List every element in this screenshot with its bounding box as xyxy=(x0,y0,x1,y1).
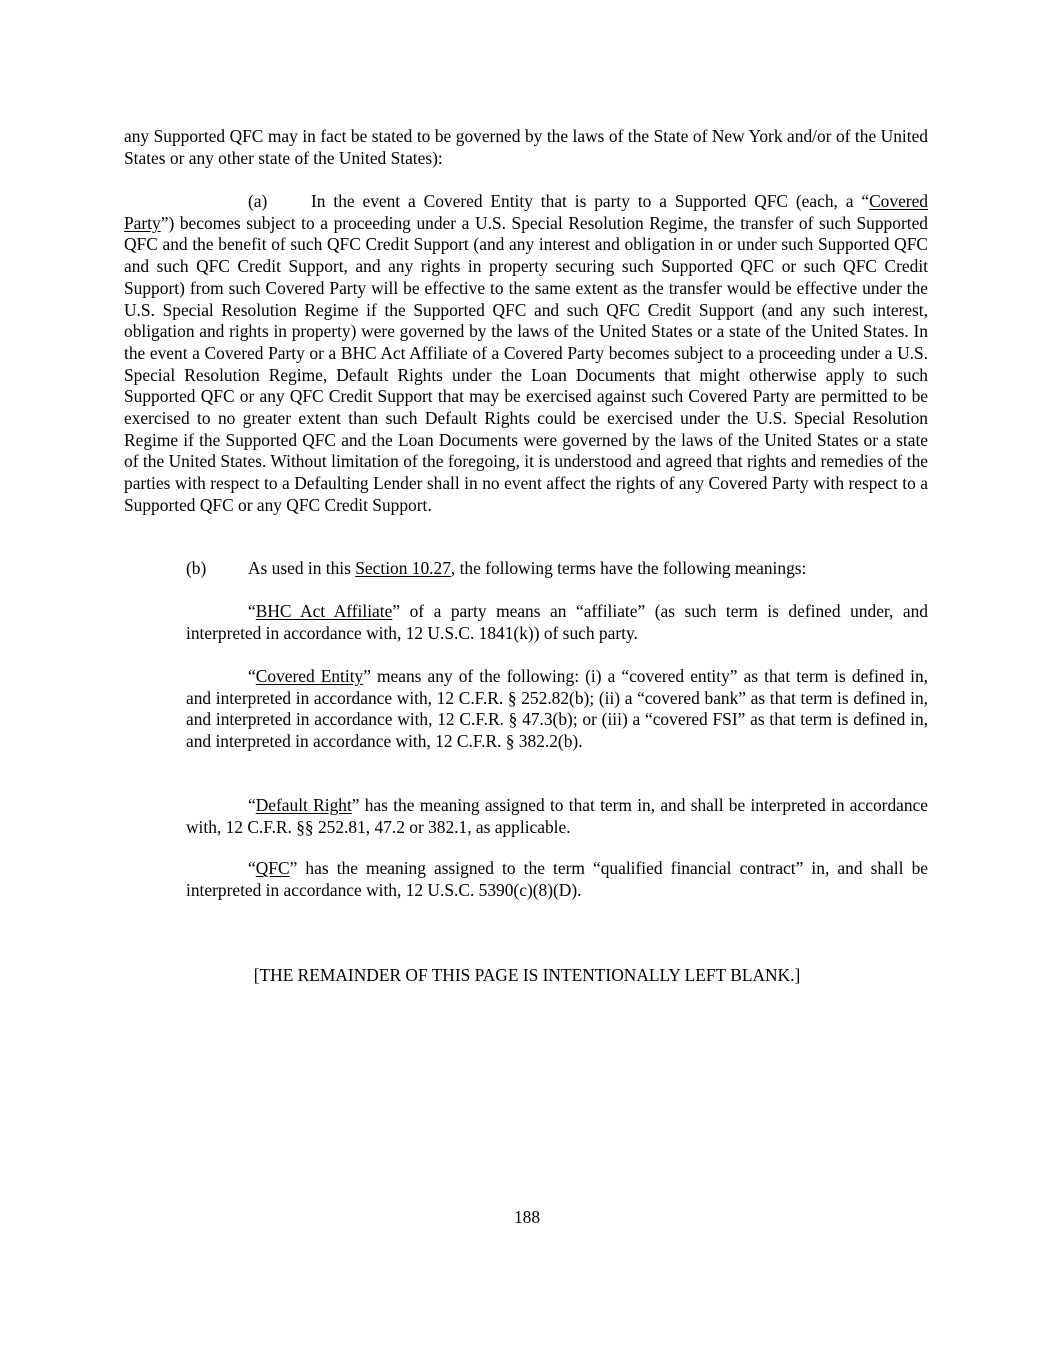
definition-open-quote: “ xyxy=(248,795,256,815)
paragraph-b-number: (b) xyxy=(186,558,207,578)
intro-paragraph: any Supported QFC may in fact be stated to be governed by the laws of the State of New York and/or of the United States or any other state of the United States): xyxy=(124,126,928,168)
paragraph-a-number: (a) xyxy=(248,191,268,211)
definition-term: QFC xyxy=(255,858,290,878)
definition-term: Covered Entity xyxy=(255,666,364,686)
definition-open-quote: “ xyxy=(248,666,256,686)
paragraph-b xyxy=(186,558,928,580)
definition-term: Default Right xyxy=(255,795,352,815)
paragraph-a xyxy=(124,191,928,517)
definition-qfc xyxy=(186,858,928,901)
page-number: 188 xyxy=(513,1207,541,1227)
paragraph-a-text-start: In the event a Covered Entity that is party to a Supported QFC (each, a “ xyxy=(311,191,870,211)
definition-text: ” has the meaning assigned to the term “qualified financial contract” in, and shall be interpreted in accordance with, 12 U.S.C. 5390(c)(8)(D). xyxy=(186,858,928,900)
covered-party-term: Covered Party xyxy=(124,191,928,233)
paragraph-a-text-rest: ”) becomes subject to a proceeding under a U.S. Special Resolution Regime, the transfer of such Supported QFC and the benefit of such QFC Credit Support (and any interest and obligation in or under such Supported QFC and such QFC Credit Support, and any rights in property securing such Supported QFC or such QFC Credit Support) from such Covered Party will be effective to the same extent as the transfer would be effective under the U.S. Special Resolution Regime if the Supported QFC and such QFC Credit Support (and any such interest, obligation and rights in property) were governed by the laws of the United States or a state of the United States. In the event a Covered Party or a BHC Act Affiliate of a Covered Party becomes subject to a proceeding under a U.S. Special Resolution Regime, Default Rights under the Loan Documents that might otherwise apply to such Supported QFC or any QFC Credit Support that may be exercised against such Covered Party are permitted to be exercised to no greater extent than such Default Rights could be exercised under the U.S. Special Resolution Regime if the Supported QFC and the Loan Documents were governed by the laws of the United States or a state of the United States. Without limitation of the foregoing, it is understood and agreed that rights and remedies of the parties with respect to a Defaulting Lender shall in no event affect the rights of any Covered Party with respect to a Supported QFC or any QFC Credit Support. xyxy=(124,212,928,515)
definition-text: ” means any of the following: (i) a “covered entity” as that term is defined in, and interpreted in accordance with, 12 C.F.R. § 252.82(b); (ii) a “covered bank” as that term is defined in, and interpreted in accordance with, 12 C.F.R. § 47.3(b); or (iii) a “covered FSI” as that term is defined in, and interpreted in accordance with, 12 C.F.R. § 382.2(b). xyxy=(186,666,928,752)
definition-covered-entity xyxy=(186,666,928,753)
definition-bhc-act-affiliate xyxy=(186,601,928,644)
paragraph-b-text-rest: , the following terms have the following meanings: xyxy=(450,558,807,578)
definition-term: BHC Act Affiliate xyxy=(255,601,393,621)
blank-page-notice: [THE REMAINDER OF THIS PAGE IS INTENTIONALLY LEFT BLANK.] xyxy=(253,965,801,985)
section-reference: Section 10.27 xyxy=(355,558,451,578)
definition-text: ” of a party means an “affiliate” (as such term is defined under, and interpreted in accordance with, 12 U.S.C. 1841(k)) of such party. xyxy=(186,601,928,643)
definition-text: ” has the meaning assigned to that term in, and shall be interpreted in accordance with, 12 C.F.R. §§ 252.81, 47.2 or 382.1, as applicable. xyxy=(186,795,928,837)
definition-open-quote: “ xyxy=(248,858,256,878)
definition-open-quote: “ xyxy=(248,601,256,621)
paragraph-b-text-start: As used in this xyxy=(248,558,356,578)
definition-default-right xyxy=(186,795,928,838)
